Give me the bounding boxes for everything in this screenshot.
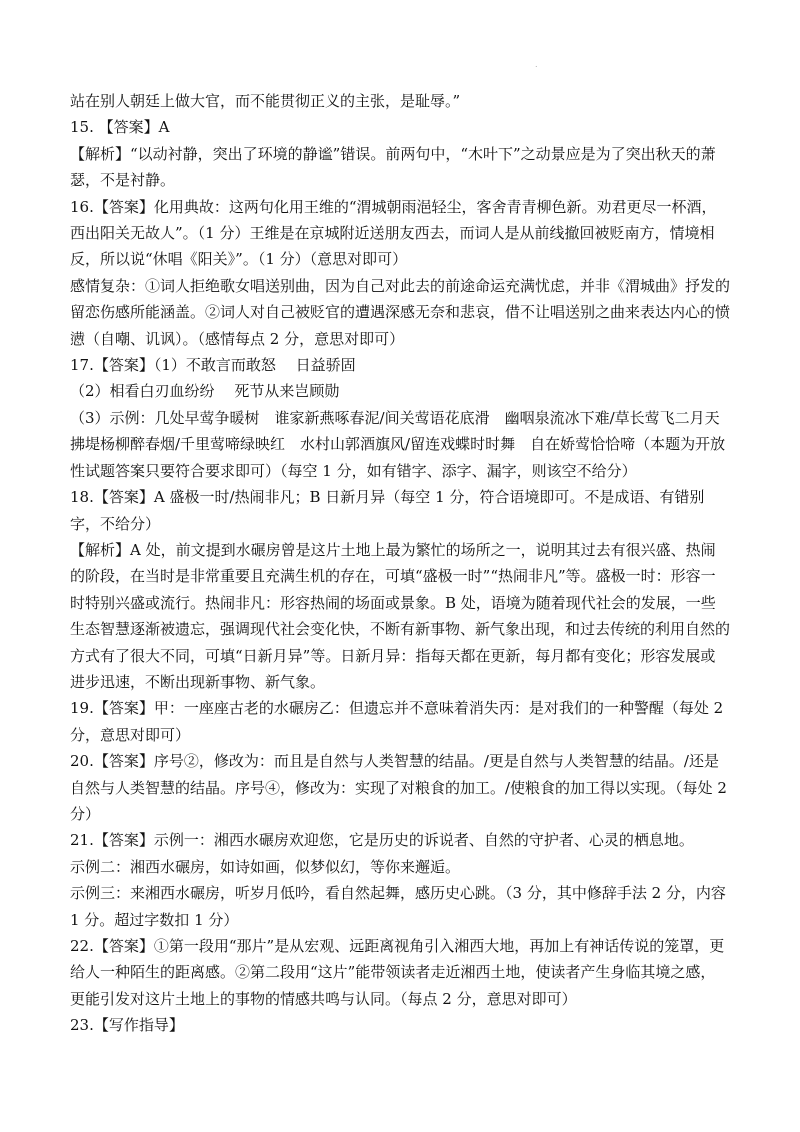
answer-17-2: （2）相看白刃血纷纷 死节从来岂顾勋 [70, 382, 340, 401]
answer-22: 22.【答案】①第一段用“那片”是从宏观、远距离视角引入湘西大地，再加上有神话传说的笼罩，更给人一种陌生的距离感。②第二段用“这片”能带领读者走近湘西土地，使读者产生身临其境之感，更能引发对这片土地上的事物的情感共鸣与认同。（每点 2 分，意思对即可） [70, 937, 725, 1008]
answer-17-1: 17.【答案】（1）不敢言而敢怒 日益骄固 [70, 356, 356, 375]
header-dot: . [535, 60, 538, 69]
answer-20: 20.【答案】序号②，修改为：而且是自然与人类智慧的结晶。/更是自然与人类智慧的结晶。/还是自然与人类智慧的结晶。序号④，修改为：实现了对粮食的加工。/使粮食的加工得以实现。（每处 2 分） [70, 752, 727, 823]
answer-21-example-1: 21.【答案】示例一：湘西水碾房欢迎您，它是历史的诉说者、自然的守护者、心灵的栖息地。 [70, 831, 694, 850]
analysis-18: 【解析】A 处，前文提到水碾房曾是这片土地上最为繁忙的场所之一，说明其过去有很兴盛、热闹的阶段，在当时是非常重要且充满生机的存在，可填“盛极一时”“热闹非凡”等。盛极一时：形容一时特别兴盛或流行。热闹非凡：形容热闹的场面或景象。B 处，语境为随着现代社会的发展，一些生态智慧逐渐被遗忘，强调现代社会变化快，不断有新事物、新气象出现，和过去传统的利用自然的方式有了很大不同，可填“日新月异”等。日新月异：指每天都在更新，每月都有变化；形容发展或进步迅速，不断出现新事物、新气象。 [70, 540, 731, 691]
answer-16: 16.【答案】化用典故：这两句化用王维的“渭城朝雨浥轻尘，客舍青青柳色新。劝君更尽一杯酒，西出阳关无故人”。（1 分）王维是在京城附近送朋友西去，而词人是从前线撤回被贬南方，情境相反，所以说“休唱《阳关》”。（1 分）（意思对即可） [70, 197, 717, 269]
answer-16-emotion: 感情复杂：①词人拒绝歌女唱送别曲，因为自己对此去的前途命运充满忧虑，并非《渭城曲》抒发的留恋伤感所能涵盖。②词人对自己被贬官的遭遇深感无奈和悲哀，借不让唱送别之曲来表达内心的愤懑（自嘲、讥讽）。（感情每点 2 分，意思对即可） [70, 276, 731, 348]
answer-18: 18.【答案】A 盛极一时/热闹非凡；B 日新月异（每空 1 分，符合语境即可。不是成语、有错别字，不给分） [70, 488, 705, 533]
answer-21-example-3: 示例三：来湘西水碾房，听岁月低吟，看自然起舞，感历史心跳。（3 分，其中修辞手法 2 分，内容 1 分。超过字数扣 1 分） [70, 884, 726, 929]
writing-guide-23: 23.【写作指导】 [70, 1016, 184, 1035]
answer-21-example-2: 示例二：湘西水碾房，如诗如画，似梦似幻，等你来邂逅。 [70, 857, 461, 876]
answer-17-3: （3）示例：几处早莺争暖树 谁家新燕啄春泥/间关莺语花底滑 幽咽泉流冰下难/草长莺飞二月天 拂堤杨柳醉春烟/千里莺啼绿映红 水村山郭酒旗风/留连戏蝶时时舞 自在娇莺恰恰啼（本题为开放性试题答案只要符合要求即可）（每空 1 分，如有错字、添字、漏字，则该空不给分） [70, 408, 735, 480]
answer-19: 19.【答案】甲：一座座古老的水碾房乙：但遗忘并不意味着消失丙：是对我们的一种警醒（每处 2 分，意思对即可） [70, 699, 724, 744]
paragraph-quote-end: 站在别人朝廷上做大官，而不能贯彻正义的主张，是耻辱。” [70, 92, 461, 110]
answer-15: 15. 【答案】A [70, 118, 170, 137]
analysis-15: 【解析】“以动衬静，突出了环境的静谧”错误。前两句中，“木叶下”之动景应是为了突出秋天的萧瑟，不是衬静。 [70, 144, 716, 190]
answer-content [70, 88, 735, 1039]
